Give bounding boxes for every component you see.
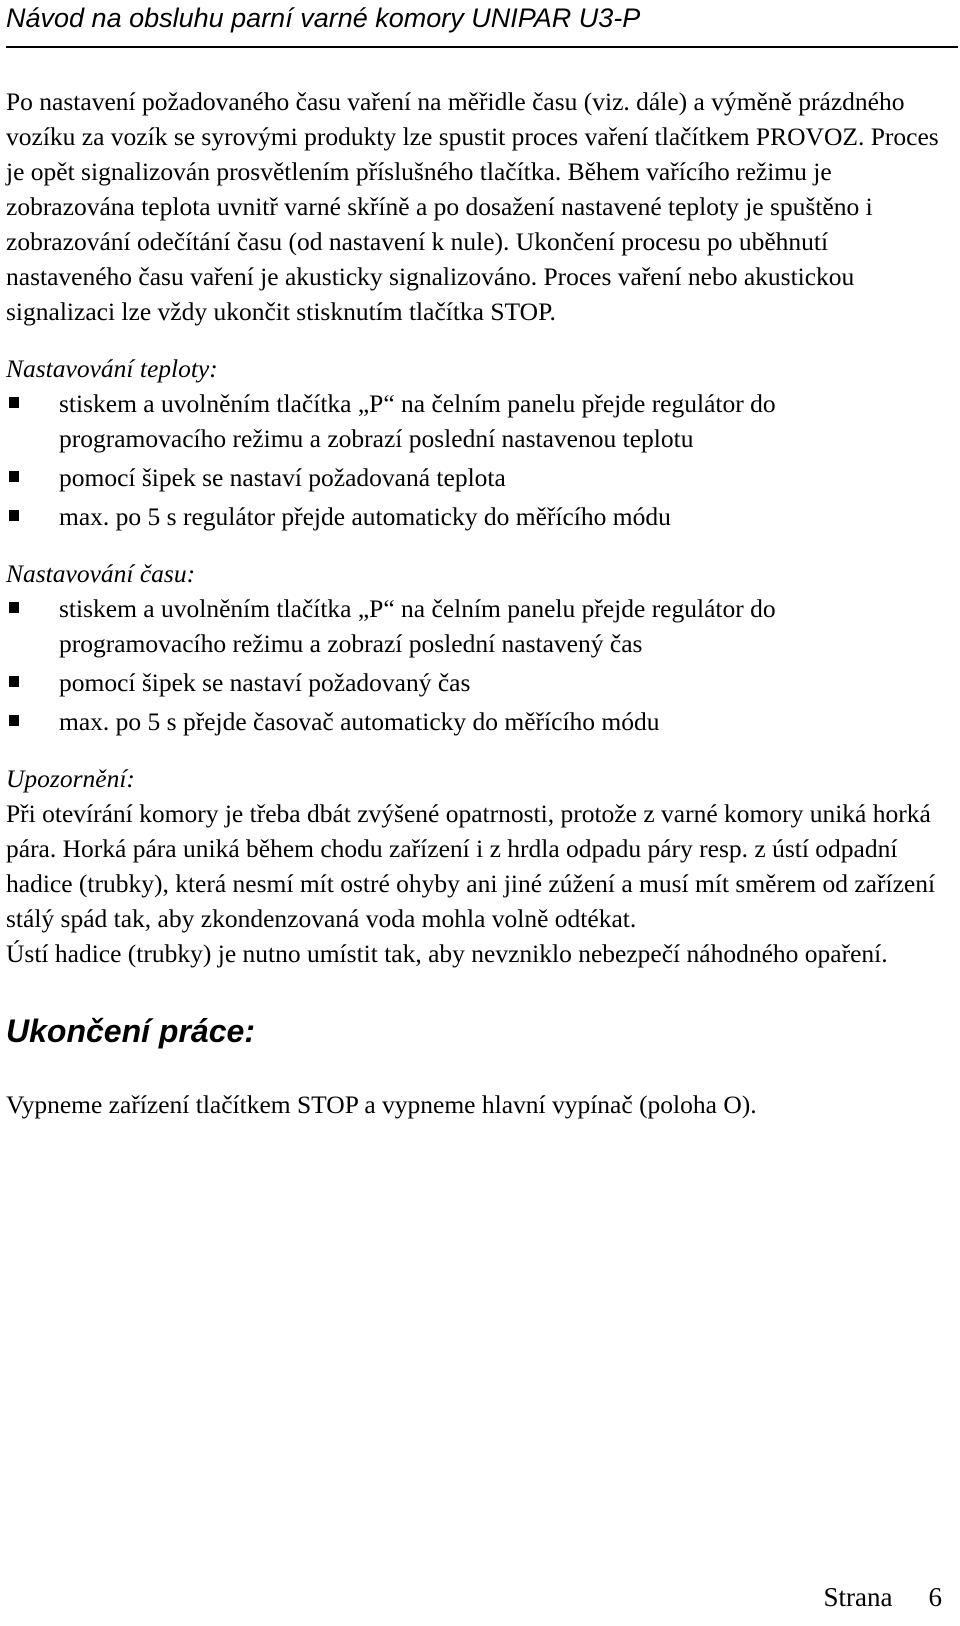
square-bullet-icon bbox=[9, 471, 19, 482]
time-section bbox=[6, 556, 946, 739]
list-item-text: stiskem a uvolněním tlačítka „P“ na čelním panelu přejde regulátor do programovacího režimu a zobrazí poslední nastavenou teplotu bbox=[59, 389, 776, 453]
list-item-text: max. po 5 s přejde časovač automaticky do měřícího módu bbox=[59, 707, 660, 736]
list-item-text: max. po 5 s regulátor přejde automaticky do měřícího módu bbox=[59, 502, 671, 531]
list-item bbox=[6, 499, 946, 534]
square-bullet-icon bbox=[9, 715, 19, 726]
intro-paragraph: Po nastavení požadovaného času vaření na měřidle času (viz. dále) a výměně prázdného vozíku za vozík se syrovými produkty lze spustit proces vaření tlačítkem PROVOZ. Proces je opět signalizován prosvětlením příslušného tlačítka. Během vařícího režimu je zobrazována teplota uvnitř varné skříně a po dosažení nastavené teploty je spuštěno i zobrazování odečítání času (od nastavení k nule). Ukončení procesu po uběhnutí nastaveného času vaření je akusticky signalizováno. Proces vaření nebo akustickou signalizaci lze vždy ukončit stisknutím tlačítka STOP. bbox=[6, 87, 939, 326]
square-bullet-icon bbox=[9, 510, 19, 521]
temperature-heading: Nastavování teploty: bbox=[6, 354, 218, 383]
list-item bbox=[6, 386, 946, 456]
page-number: 6 bbox=[928, 1582, 942, 1612]
page-label: Strana bbox=[823, 1582, 893, 1612]
page-footer bbox=[824, 1580, 942, 1614]
shutdown-title: Ukončení práce: bbox=[6, 1013, 255, 1049]
warning-heading: Upozornění: bbox=[6, 764, 135, 793]
time-steps-list bbox=[6, 591, 946, 739]
warning-section bbox=[6, 761, 946, 971]
list-item bbox=[6, 704, 946, 739]
warning-paragraph: Při otevírání komory je třeba dbát zvýšené opatrnosti, protože z varné komory uniká horká pára. Horká pára uniká během chodu zařízení i z hrdla odpadu páry resp. z ústí odpadní hadice (trubky), která nesmí mít ostré ohyby ani jiné zúžení a musí mít směrem od zařízení stálý spád tak, aby zkondenzovaná voda mohla volně odtékat. bbox=[6, 799, 936, 933]
page-header bbox=[6, 0, 958, 48]
temperature-section bbox=[6, 351, 946, 534]
list-item bbox=[6, 665, 946, 700]
page-content bbox=[6, 84, 946, 1122]
square-bullet-icon bbox=[9, 602, 19, 613]
shutdown-paragraph: Vypneme zařízení tlačítkem STOP a vypneme hlavní vypínač (poloha O). bbox=[6, 1090, 757, 1119]
square-bullet-icon bbox=[9, 676, 19, 687]
list-item bbox=[6, 591, 946, 661]
time-heading: Nastavování času: bbox=[6, 559, 196, 588]
list-item-text: stiskem a uvolněním tlačítka „P“ na čelním panelu přejde regulátor do programovacího režimu a zobrazí poslední nastavený čas bbox=[59, 594, 776, 658]
document-title: Návod na obsluhu parní varné komory UNIPAR U3-P bbox=[6, 3, 641, 33]
warning-paragraph: Ústí hadice (trubky) je nutno umístit tak, aby nevzniklo nebezpečí náhodného opaření. bbox=[6, 939, 888, 968]
list-item-text: pomocí šipek se nastaví požadovaná teplota bbox=[59, 463, 506, 492]
square-bullet-icon bbox=[9, 397, 19, 408]
list-item bbox=[6, 460, 946, 495]
temperature-steps-list bbox=[6, 386, 946, 534]
list-item-text: pomocí šipek se nastaví požadovaný čas bbox=[59, 668, 471, 697]
